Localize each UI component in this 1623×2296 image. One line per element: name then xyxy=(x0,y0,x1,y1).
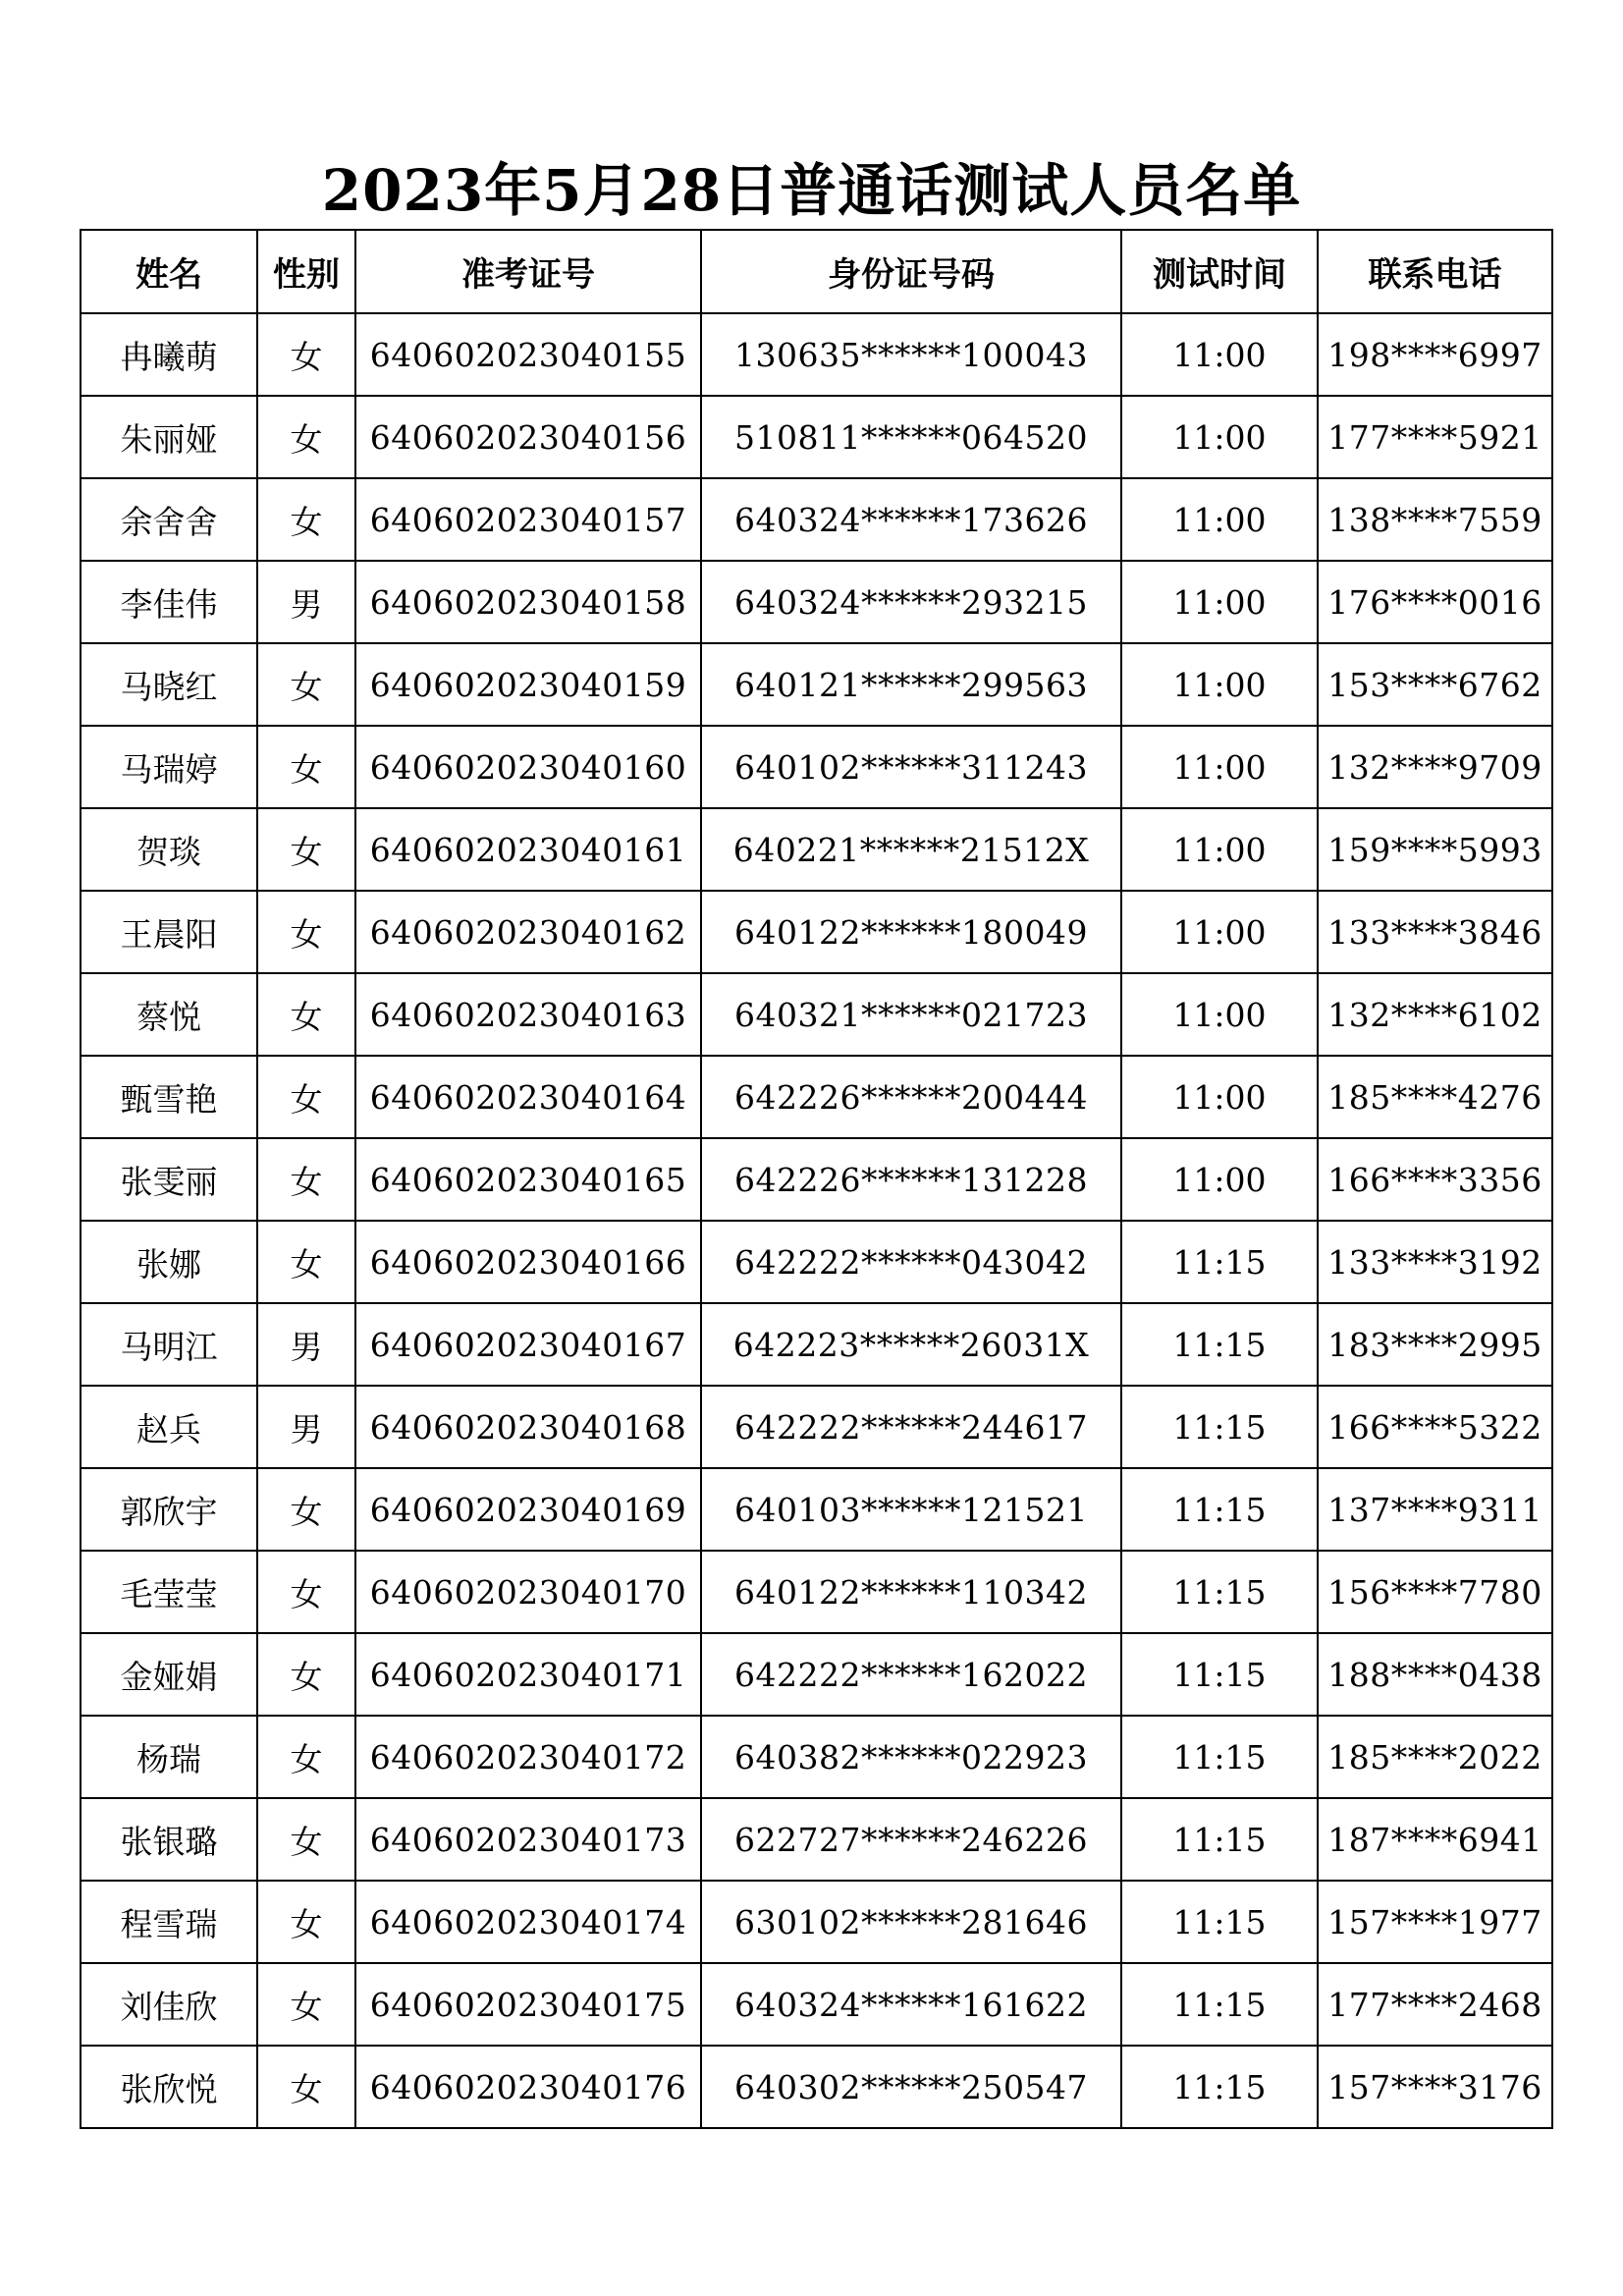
cell-name: 毛莹莹 xyxy=(81,1551,257,1633)
cell-id-no: 640324******173626 xyxy=(701,478,1121,561)
cell-name: 马瑞婷 xyxy=(81,726,257,808)
cell-time: 11:00 xyxy=(1121,396,1318,478)
cell-id-no: 642222******244617 xyxy=(701,1386,1121,1468)
table-row xyxy=(81,1468,1552,1551)
cell-time: 11:00 xyxy=(1121,313,1318,396)
cell-phone: 132****6102 xyxy=(1318,973,1552,1056)
cell-phone: 176****0016 xyxy=(1318,561,1552,643)
cell-phone: 185****4276 xyxy=(1318,1056,1552,1138)
cell-gender: 男 xyxy=(257,561,355,643)
cell-exam-no: 640602023040169 xyxy=(355,1468,701,1551)
table-row xyxy=(81,1138,1552,1221)
cell-id-no: 510811******064520 xyxy=(701,396,1121,478)
cell-exam-no: 640602023040175 xyxy=(355,1963,701,2046)
cell-time: 11:00 xyxy=(1121,478,1318,561)
cell-time: 11:00 xyxy=(1121,561,1318,643)
cell-gender: 女 xyxy=(257,1221,355,1303)
header-name: 姓名 xyxy=(81,230,257,313)
cell-phone: 177****5921 xyxy=(1318,396,1552,478)
cell-gender: 女 xyxy=(257,808,355,891)
cell-phone: 166****5322 xyxy=(1318,1386,1552,1468)
cell-exam-no: 640602023040171 xyxy=(355,1633,701,1716)
table-row xyxy=(81,643,1552,726)
cell-exam-no: 640602023040159 xyxy=(355,643,701,726)
cell-gender: 女 xyxy=(257,1551,355,1633)
table-row xyxy=(81,1716,1552,1798)
cell-gender: 女 xyxy=(257,643,355,726)
cell-gender: 女 xyxy=(257,726,355,808)
cell-time: 11:15 xyxy=(1121,1468,1318,1551)
cell-gender: 女 xyxy=(257,1056,355,1138)
cell-phone: 177****2468 xyxy=(1318,1963,1552,2046)
cell-gender: 男 xyxy=(257,1386,355,1468)
cell-name: 贺琰 xyxy=(81,808,257,891)
cell-id-no: 640122******110342 xyxy=(701,1551,1121,1633)
cell-gender: 女 xyxy=(257,1468,355,1551)
cell-gender: 女 xyxy=(257,1798,355,1881)
table-row xyxy=(81,2046,1552,2128)
cell-gender: 女 xyxy=(257,1963,355,2046)
cell-phone: 187****6941 xyxy=(1318,1798,1552,1881)
cell-gender: 女 xyxy=(257,396,355,478)
cell-id-no: 630102******281646 xyxy=(701,1881,1121,1963)
cell-gender: 女 xyxy=(257,1716,355,1798)
cell-phone: 132****9709 xyxy=(1318,726,1552,808)
cell-exam-no: 640602023040167 xyxy=(355,1303,701,1386)
cell-time: 11:00 xyxy=(1121,1056,1318,1138)
cell-time: 11:15 xyxy=(1121,2046,1318,2128)
cell-id-no: 640102******311243 xyxy=(701,726,1121,808)
cell-id-no: 640103******121521 xyxy=(701,1468,1121,1551)
cell-name: 赵兵 xyxy=(81,1386,257,1468)
cell-id-no: 622727******246226 xyxy=(701,1798,1121,1881)
table-row xyxy=(81,1551,1552,1633)
cell-name: 马晓红 xyxy=(81,643,257,726)
cell-name: 张娜 xyxy=(81,1221,257,1303)
cell-time: 11:00 xyxy=(1121,1138,1318,1221)
table-row xyxy=(81,1221,1552,1303)
cell-name: 杨瑞 xyxy=(81,1716,257,1798)
table-row xyxy=(81,1386,1552,1468)
table-row xyxy=(81,973,1552,1056)
cell-exam-no: 640602023040156 xyxy=(355,396,701,478)
cell-phone: 157****1977 xyxy=(1318,1881,1552,1963)
cell-time: 11:00 xyxy=(1121,726,1318,808)
table-row xyxy=(81,726,1552,808)
cell-exam-no: 640602023040174 xyxy=(355,1881,701,1963)
cell-gender: 女 xyxy=(257,1633,355,1716)
cell-id-no: 640122******180049 xyxy=(701,891,1121,973)
cell-time: 11:15 xyxy=(1121,1798,1318,1881)
cell-name: 甄雪艳 xyxy=(81,1056,257,1138)
table-row xyxy=(81,891,1552,973)
cell-time: 11:15 xyxy=(1121,1633,1318,1716)
cell-exam-no: 640602023040172 xyxy=(355,1716,701,1798)
cell-phone: 156****7780 xyxy=(1318,1551,1552,1633)
cell-name: 金娅娟 xyxy=(81,1633,257,1716)
cell-time: 11:15 xyxy=(1121,1386,1318,1468)
cell-id-no: 640302******250547 xyxy=(701,2046,1121,2128)
cell-name: 程雪瑞 xyxy=(81,1881,257,1963)
table-row xyxy=(81,1633,1552,1716)
cell-name: 郭欣宇 xyxy=(81,1468,257,1551)
cell-time: 11:15 xyxy=(1121,1963,1318,2046)
cell-name: 刘佳欣 xyxy=(81,1963,257,2046)
cell-phone: 198****6997 xyxy=(1318,313,1552,396)
cell-time: 11:15 xyxy=(1121,1551,1318,1633)
cell-name: 冉曦萌 xyxy=(81,313,257,396)
cell-id-no: 642222******043042 xyxy=(701,1221,1121,1303)
cell-phone: 153****6762 xyxy=(1318,643,1552,726)
header-phone: 联系电话 xyxy=(1318,230,1552,313)
table-row xyxy=(81,808,1552,891)
cell-gender: 女 xyxy=(257,1881,355,1963)
cell-name: 朱丽娅 xyxy=(81,396,257,478)
cell-phone: 133****3846 xyxy=(1318,891,1552,973)
cell-time: 11:15 xyxy=(1121,1221,1318,1303)
cell-name: 余舍舍 xyxy=(81,478,257,561)
cell-name: 王晨阳 xyxy=(81,891,257,973)
table-row xyxy=(81,396,1552,478)
cell-gender: 女 xyxy=(257,2046,355,2128)
header-exam-no: 准考证号 xyxy=(355,230,701,313)
cell-time: 11:00 xyxy=(1121,808,1318,891)
cell-id-no: 640121******299563 xyxy=(701,643,1121,726)
table-row xyxy=(81,478,1552,561)
cell-phone: 157****3176 xyxy=(1318,2046,1552,2128)
cell-phone: 188****0438 xyxy=(1318,1633,1552,1716)
table-row xyxy=(81,1303,1552,1386)
cell-phone: 185****2022 xyxy=(1318,1716,1552,1798)
cell-exam-no: 640602023040176 xyxy=(355,2046,701,2128)
cell-exam-no: 640602023040168 xyxy=(355,1386,701,1468)
cell-exam-no: 640602023040157 xyxy=(355,478,701,561)
cell-exam-no: 640602023040162 xyxy=(355,891,701,973)
roster-body xyxy=(81,313,1552,2128)
cell-gender: 男 xyxy=(257,1303,355,1386)
cell-id-no: 640321******021723 xyxy=(701,973,1121,1056)
cell-phone: 183****2995 xyxy=(1318,1303,1552,1386)
cell-phone: 166****3356 xyxy=(1318,1138,1552,1221)
cell-time: 11:00 xyxy=(1121,891,1318,973)
cell-time: 11:15 xyxy=(1121,1303,1318,1386)
cell-id-no: 640382******022923 xyxy=(701,1716,1121,1798)
table-row xyxy=(81,561,1552,643)
page-title: 2023年5月28日普通话测试人员名单 xyxy=(321,157,1302,224)
cell-id-no: 640324******293215 xyxy=(701,561,1121,643)
cell-id-no: 642226******131228 xyxy=(701,1138,1121,1221)
cell-id-no: 642223******26031X xyxy=(701,1303,1121,1386)
table-row xyxy=(81,1056,1552,1138)
cell-phone: 133****3192 xyxy=(1318,1221,1552,1303)
cell-time: 11:15 xyxy=(1121,1716,1318,1798)
cell-exam-no: 640602023040158 xyxy=(355,561,701,643)
cell-exam-no: 640602023040161 xyxy=(355,808,701,891)
cell-id-no: 640221******21512X xyxy=(701,808,1121,891)
table-row xyxy=(81,313,1552,396)
cell-name: 马明江 xyxy=(81,1303,257,1386)
cell-gender: 女 xyxy=(257,973,355,1056)
cell-gender: 女 xyxy=(257,891,355,973)
cell-name: 李佳伟 xyxy=(81,561,257,643)
cell-name: 蔡悦 xyxy=(81,973,257,1056)
header-row xyxy=(81,230,1552,313)
cell-time: 11:00 xyxy=(1121,643,1318,726)
table-row xyxy=(81,1881,1552,1963)
table-row xyxy=(81,1963,1552,2046)
cell-phone: 159****5993 xyxy=(1318,808,1552,891)
header-id-no: 身份证号码 xyxy=(701,230,1121,313)
cell-id-no: 642222******162022 xyxy=(701,1633,1121,1716)
cell-time: 11:15 xyxy=(1121,1881,1318,1963)
cell-phone: 137****9311 xyxy=(1318,1468,1552,1551)
cell-exam-no: 640602023040160 xyxy=(355,726,701,808)
cell-exam-no: 640602023040165 xyxy=(355,1138,701,1221)
cell-id-no: 130635******100043 xyxy=(701,313,1121,396)
header-gender: 性别 xyxy=(257,230,355,313)
cell-exam-no: 640602023040164 xyxy=(355,1056,701,1138)
cell-gender: 女 xyxy=(257,313,355,396)
cell-exam-no: 640602023040173 xyxy=(355,1798,701,1881)
cell-exam-no: 640602023040155 xyxy=(355,313,701,396)
cell-name: 张欣悦 xyxy=(81,2046,257,2128)
cell-id-no: 640324******161622 xyxy=(701,1963,1121,2046)
cell-exam-no: 640602023040166 xyxy=(355,1221,701,1303)
cell-exam-no: 640602023040170 xyxy=(355,1551,701,1633)
header-time: 测试时间 xyxy=(1121,230,1318,313)
cell-time: 11:00 xyxy=(1121,973,1318,1056)
roster-table xyxy=(80,229,1553,2129)
cell-name: 张银璐 xyxy=(81,1798,257,1881)
cell-exam-no: 640602023040163 xyxy=(355,973,701,1056)
table-row xyxy=(81,1798,1552,1881)
cell-gender: 女 xyxy=(257,1138,355,1221)
cell-gender: 女 xyxy=(257,478,355,561)
cell-phone: 138****7559 xyxy=(1318,478,1552,561)
cell-name: 张雯丽 xyxy=(81,1138,257,1221)
cell-id-no: 642226******200444 xyxy=(701,1056,1121,1138)
